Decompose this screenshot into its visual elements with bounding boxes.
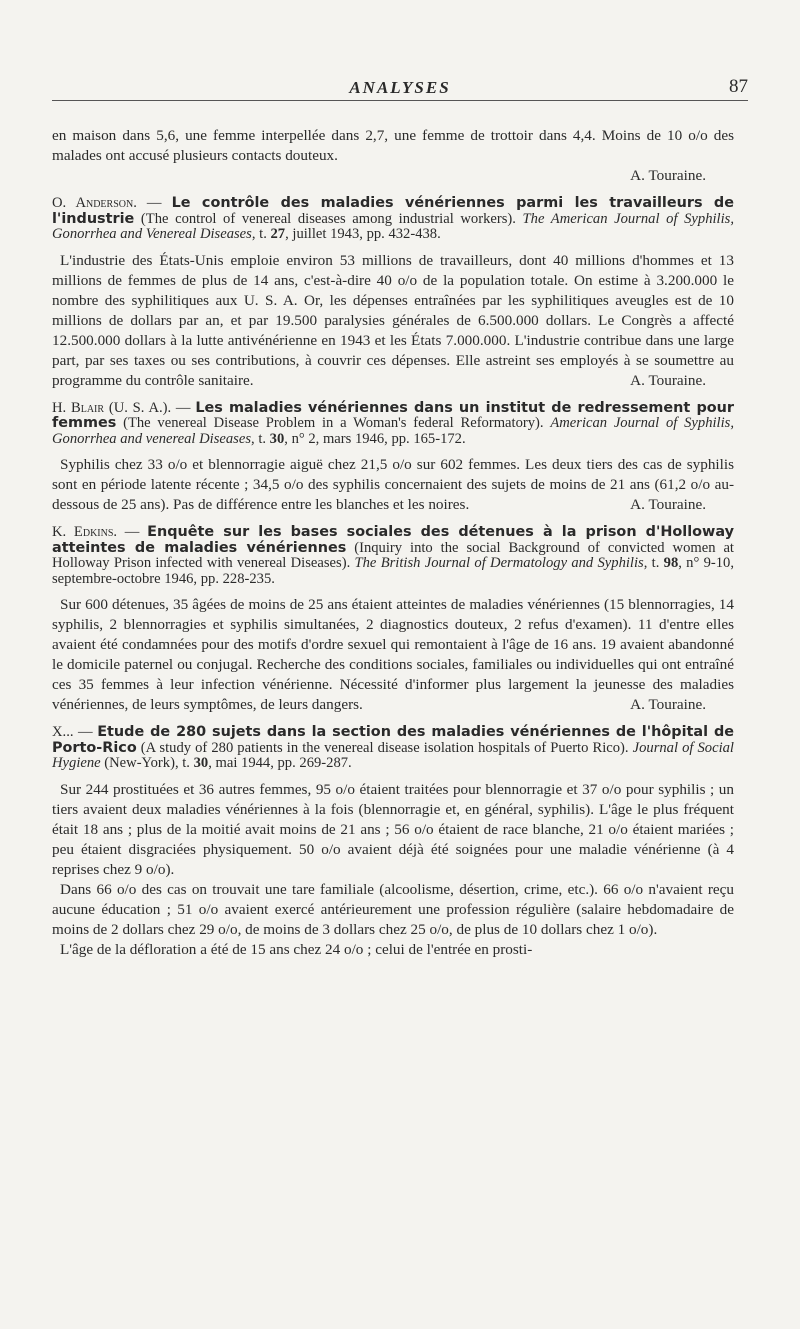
abstract-entry-porto-rico <box>52 725 734 960</box>
abstract-heading: H. Blair (U. S. A.). — Les maladies vénériennes dans un institut de redressement pour femmes (The venereal Disease Problem in a Woman's federal Reformatory). American Journal of Syphilis, Gonorrhea and venereal Diseases, t. 30, n° 2, mars 1946, pp. 165-172. <box>52 399 734 447</box>
abstract-heading: O. Anderson. — Le contrôle des maladies vénériennes parmi les travailleurs de l'industrie (The control of venereal diseases among industrial workers). The American Journal of Syphilis, Gonorrhea and Venereal Diseases, t. 27, juillet 1943, pp. 432-438. <box>52 195 734 242</box>
abstract-entry-anderson <box>52 196 734 391</box>
abstract-heading: X... — Etude de 280 sujets dans la section des maladies vénériennes de l'hôpital de Porto-Rico (A study of 280 patients in the venereal disease isolation hospitals of Puerto Rico). Journal of Social Hygiene (New-York), t. 30, mai 1944, pp. 269-287. <box>52 724 734 771</box>
page-body <box>52 126 734 960</box>
abstract-author: X... <box>52 724 74 740</box>
abstract-author: O. Anderson. <box>52 195 137 211</box>
abstract-paragraph: Sur 244 prostituées et 36 autres femmes, 95 o/o étaient traitées pour blennorragie et 37 o/o pour syphilis ; un tiers avaient deux maladies vénériennes à la fois (blennorragie et, en général, syphilis). L'âge le plus fréquent était 18 ans ; plus de la moitié avait moins de 21 ans ; 56 o/o étaient de race blanche, 21 o/o étaient mariées ; peu étaient disgraciées physiquement. 50 o/o avaient déjà été soignées pour une maladie vénérienne (à 4 reprises chez 9 o/o). <box>52 780 734 878</box>
journal-volume: 30 <box>193 755 209 771</box>
running-head-title: ANALYSES <box>349 78 451 97</box>
abstract-paragraph: Sur 600 détenues, 35 âgées de moins de 25 ans étaient atteintes de maladies vénériennes (15 blennorragies, 14 syphilis, 2 blennorragies et syphilis simultanées, 2 diagnostics douteux, 2 refus d'examen). 11 d'entre elles avaient été condamnées pour des motifs d'ordre sexuel qui remontaient à l'âge de 16 ans. 19 avaient abandonné le domicile paternel ou conjugal. Recherche des conditions sociales, familiales ou individuelles qui ont entraîné ces 35 femmes à leur infection vénérienne. Nécessité d'informer plus largement la jeunesse des maladies vénériennes, de leurs symptômes, de leurs dangers. A. Touraine. <box>52 596 734 713</box>
running-head <box>52 78 748 101</box>
abstract-entry-blair <box>52 401 734 516</box>
top-fragment-text: en maison dans 5,6, une femme interpellée dans 2,7, une femme de trottoir dans 4,4. Moins de 10 o/o des malades ont accusé plusieurs contacts douteux. <box>52 127 734 164</box>
abstract-paragraph: Syphilis chez 33 o/o et blennorragie aiguë chez 21,5 o/o sur 602 femmes. Les deux tiers des cas de syphilis sont en période latente récente ; 34,5 o/o des syphilis concernaient des sujets de moins de 21 ans (61,2 o/o au-dessous de 25 ans). Pas de différence entre les blanches et les noires. A. Touraine. <box>52 456 734 513</box>
abstract-title: Les maladies vénériennes dans un institut de redressement pour femmes <box>52 399 734 431</box>
abstract-heading: K. Edkins. — Enquête sur les bases sociales des détenues à la prison d'Holloway atteintes de maladies vénériennes (Inquiry into the social Background of convicted women at Holloway Prison infected with venereal Diseases). The British Journal of Dermatology and Syphilis, t. 98, n° 9-10, septembre-octobre 1946, pp. 228-235. <box>52 524 734 587</box>
top-fragment-signature: A. Touraine. <box>630 167 706 184</box>
journal-volume: 27 <box>270 226 286 242</box>
abstract-paragraph: L'âge de la défloration a été de 15 ans chez 24 o/o ; celui de l'entrée en prosti- <box>60 940 533 958</box>
abstract-paragraph: Dans 66 o/o des cas on trouvait une tare familiale (alcoolisme, désertion, crime, etc.). 66 o/o n'avaient reçu aucune éducation ; 51 o/o avaient exercé antérieurement une profession régulière (salaire hebdomadaire de moins de 2 dollars chez 29 o/o, de moins de 3 dollars chez 25 o/o, de plus de 10 dollars chez 1 o/o). <box>52 880 734 938</box>
journal-volume: 30 <box>269 430 285 447</box>
abstract-entry-edkins <box>52 525 734 715</box>
abstract-title: Le contrôle des maladies vénériennes parmi les travailleurs de l'industrie <box>52 195 734 227</box>
journal-name: American Journal of Syphilis, Gonorrhea and venereal Diseases <box>52 415 734 447</box>
abstract-author: K. Edkins. <box>52 524 118 540</box>
journal-volume: 98 <box>663 555 679 571</box>
abstract-title: Etude de 280 sujets dans la section des maladies vénériennes de l'hôpital de Porto-Rico <box>52 724 734 756</box>
abstract-signature: A. Touraine. <box>630 696 706 713</box>
abstract-title: Enquête sur les bases sociales des détenues à la prison d'Holloway atteintes de maladies vénériennes <box>52 524 734 556</box>
page-number: 87 <box>729 76 748 97</box>
abstract-signature: A. Touraine. <box>630 496 706 513</box>
abstract-paragraph: L'industrie des États-Unis emploie environ 53 millions de travailleurs, dont 40 millions d'hommes et 13 millions de femmes de plus de 14 ans, c'est-à-dire 40 o/o de la population totale. On estime à 3.200.000 le nombre des syphilitiques aux U. S. A. Or, les dépenses entraînées par les syphilitiques aveugles est de 10 millions de dollars par an, et par 19.500 paralysies générales de 6.500.000 dollars. Le Congrès a affecté 12.500.000 dollars à la lutte antivénérienne en 1943 et les États 7.000.000. L'industrie contribue dans une large part, par ses taxes ou ses contributions, à couvrir ces dépenses. Elle astreint ses employés à se soumettre au programme du contrôle sanitaire. A. Touraine. <box>52 251 734 389</box>
abstract-signature: A. Touraine. <box>630 371 706 389</box>
journal-name: Journal of Social Hygiene <box>52 739 734 771</box>
journal-name: The British Journal of Dermatology and Syphilis <box>354 555 644 571</box>
journal-name: The American Journal of Syphilis, Gonorrhea and Venereal Diseases <box>52 210 734 242</box>
abstract-author: H. Blair (U. S. A.). <box>52 399 172 416</box>
